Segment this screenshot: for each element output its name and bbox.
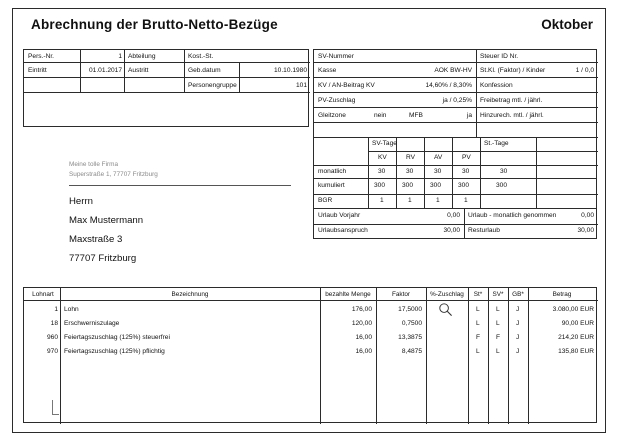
- company-name: Meine tolle Firma: [69, 161, 119, 168]
- page-title: Abrechnung der Brutto-Netto-Bezüge: [31, 17, 278, 32]
- row-gb: J: [516, 348, 520, 355]
- label-kv: KV / AN-Beitrag KV: [318, 82, 375, 89]
- urlaub-block: [313, 209, 597, 239]
- bgr-pv: 1: [464, 197, 468, 204]
- row-betrag: 3.080,00 EUR: [552, 306, 594, 313]
- value-stkl: 1 / 0,0: [575, 67, 594, 74]
- row-label-kumuliert: kumuliert: [318, 182, 345, 189]
- label-gleitzone: Gleitzone: [318, 112, 346, 119]
- address-divider: [69, 185, 291, 186]
- col-st: St*: [473, 291, 483, 298]
- row-sv: L: [496, 306, 500, 313]
- label-abteilung: Abteilung: [128, 53, 156, 60]
- label-pv-zuschlag: PV-Zuschlag: [318, 97, 356, 104]
- value-kv: 14,60% / 8,30%: [425, 82, 472, 89]
- row-st: L: [476, 348, 480, 355]
- label-stkl: St.Kl. (Faktor) / Kinder: [480, 67, 546, 74]
- label-steuer-id: Steuer ID Nr.: [480, 53, 519, 60]
- row-sv: F: [496, 334, 501, 341]
- address-block: [69, 161, 299, 272]
- label-personengruppe: Personengruppe: [188, 82, 237, 89]
- col-av: AV: [434, 154, 443, 161]
- value-urlaubsanspruch: 30,00: [443, 227, 460, 234]
- col-faktor: Faktor: [391, 291, 411, 298]
- value-kasse: AOK BW-HV: [434, 67, 472, 74]
- row-lohnart: 18: [50, 320, 58, 327]
- row-menge: 176,00: [351, 306, 372, 313]
- value-mfb: ja: [466, 112, 472, 119]
- address-line-4: 77707 Fritzburg: [69, 253, 137, 264]
- table-corner-mark: [52, 400, 59, 415]
- row-faktor: 17,5000: [398, 306, 422, 313]
- sv-monatlich-rv: 30: [406, 168, 414, 175]
- row-betrag: 135,80 EUR: [558, 348, 594, 355]
- address-line-3: Maxstraße 3: [69, 234, 123, 245]
- sv-kumuliert-kv: 300: [374, 182, 386, 189]
- row-st: L: [476, 320, 480, 327]
- row-betrag: 90,00 EUR: [561, 320, 594, 327]
- sv-kumuliert-rv: 300: [402, 182, 414, 189]
- col-rv: RV: [406, 154, 416, 161]
- col-zuschlag: %-Zuschlag: [430, 291, 464, 298]
- label-urlaubsanspruch: Urlaubsanspruch: [318, 227, 368, 234]
- value-gleitzone: nein: [374, 112, 387, 119]
- sv-kumuliert-av: 300: [430, 182, 442, 189]
- label-konfession: Konfession: [480, 82, 513, 89]
- row-sv: L: [496, 348, 500, 355]
- social-security-block: [313, 49, 597, 179]
- sv-monatlich-av: 30: [434, 168, 442, 175]
- col-bezeichnung: Bezeichnung: [171, 291, 209, 298]
- label-sv-tage: SV-Tage: [372, 140, 397, 147]
- col-gb: GB*: [512, 291, 524, 298]
- col-kv: KV: [378, 154, 387, 161]
- wage-items-table: [23, 287, 597, 423]
- row-lohnart: 960: [46, 334, 58, 341]
- row-gb: J: [516, 334, 520, 341]
- period-month: Oktober: [541, 17, 593, 32]
- st-kumuliert: 300: [496, 182, 508, 189]
- row-st: L: [476, 306, 480, 313]
- col-menge: bezahlte Menge: [325, 291, 371, 298]
- row-bezeichnung: Erschwerniszulage: [64, 320, 120, 327]
- label-hinzurech: Hinzurech. mtl. / jährl.: [480, 112, 544, 119]
- col-pv: PV: [462, 154, 471, 161]
- row-gb: J: [516, 320, 520, 327]
- company-address: Superstraße 1, 77707 Fritzburg: [69, 171, 158, 178]
- row-sv: L: [496, 320, 500, 327]
- row-label-monatlich: monatlich: [318, 168, 347, 175]
- row-lohnart: 970: [46, 348, 58, 355]
- row-menge: 16,00: [355, 348, 372, 355]
- value-resturlaub: 30,00: [577, 227, 594, 234]
- col-sv: SV*: [492, 291, 504, 298]
- label-kost-st: Kost.-St.: [188, 53, 214, 60]
- row-faktor: 8,4875: [401, 348, 422, 355]
- label-austritt: Austritt: [128, 67, 149, 74]
- value-urlaub-vorjahr: 0,00: [447, 212, 460, 219]
- address-line-1: Herrn: [69, 196, 93, 207]
- label-st-tage: St.-Tage: [484, 140, 509, 147]
- value-eintritt: 01.01.2017: [88, 67, 122, 74]
- label-pers-nr: Pers.-Nr.: [28, 53, 55, 60]
- row-bezeichnung: Feiertagszuschlag (125%) pflichtig: [64, 348, 165, 355]
- col-lohnart: Lohnart: [32, 291, 54, 298]
- sv-monatlich-kv: 30: [378, 168, 386, 175]
- search-icon[interactable]: [438, 302, 453, 317]
- row-label-bgr: BGR: [318, 197, 333, 204]
- row-faktor: 0,7500: [401, 320, 422, 327]
- row-bezeichnung: Feiertagszuschlag (125%) steuerfrei: [64, 334, 170, 341]
- col-betrag: Betrag: [552, 291, 572, 298]
- label-eintritt: Eintritt: [28, 67, 47, 74]
- row-gb: J: [516, 306, 520, 313]
- value-urlaub-monatlich: 0,00: [581, 212, 594, 219]
- employee-block: [23, 49, 309, 127]
- row-bezeichnung: Lohn: [64, 306, 79, 313]
- label-kasse: Kasse: [318, 67, 337, 74]
- value-personengruppe: 101: [295, 82, 307, 89]
- bgr-rv: 1: [408, 197, 412, 204]
- row-betrag: 214,20 EUR: [558, 334, 594, 341]
- st-monatlich: 30: [500, 168, 508, 175]
- row-lohnart: 1: [54, 306, 58, 313]
- row-menge: 16,00: [355, 334, 372, 341]
- bgr-kv: 1: [380, 197, 384, 204]
- sv-monatlich-pv: 30: [462, 168, 470, 175]
- label-urlaub-vorjahr: Urlaub Vorjahr: [318, 212, 361, 219]
- label-freibetrag: Freibetrag mtl. / jährl.: [480, 97, 543, 104]
- sv-kumuliert-pv: 300: [458, 182, 470, 189]
- row-faktor: 13,3875: [398, 334, 422, 341]
- label-resturlaub: Resturlaub: [468, 227, 500, 234]
- row-st: F: [476, 334, 481, 341]
- label-mfb: MFB: [409, 112, 423, 119]
- document-header: [23, 17, 597, 43]
- label-urlaub-monatlich: Urlaub - monatlich genommen: [468, 212, 557, 219]
- value-pv-zuschlag: ja / 0,25%: [442, 97, 472, 104]
- bgr-av: 1: [436, 197, 440, 204]
- payslip-sheet: [12, 8, 606, 433]
- address-line-2: Max Mustermann: [69, 215, 144, 226]
- label-sv-nummer: SV-Nummer: [318, 53, 354, 60]
- value-geb-datum: 10.10.1980: [273, 67, 307, 74]
- label-geb-datum: Geb.datum: [188, 67, 221, 74]
- value-pers-nr: 1: [118, 53, 122, 60]
- sv-table-continued: [313, 179, 597, 209]
- row-menge: 120,00: [351, 320, 372, 327]
